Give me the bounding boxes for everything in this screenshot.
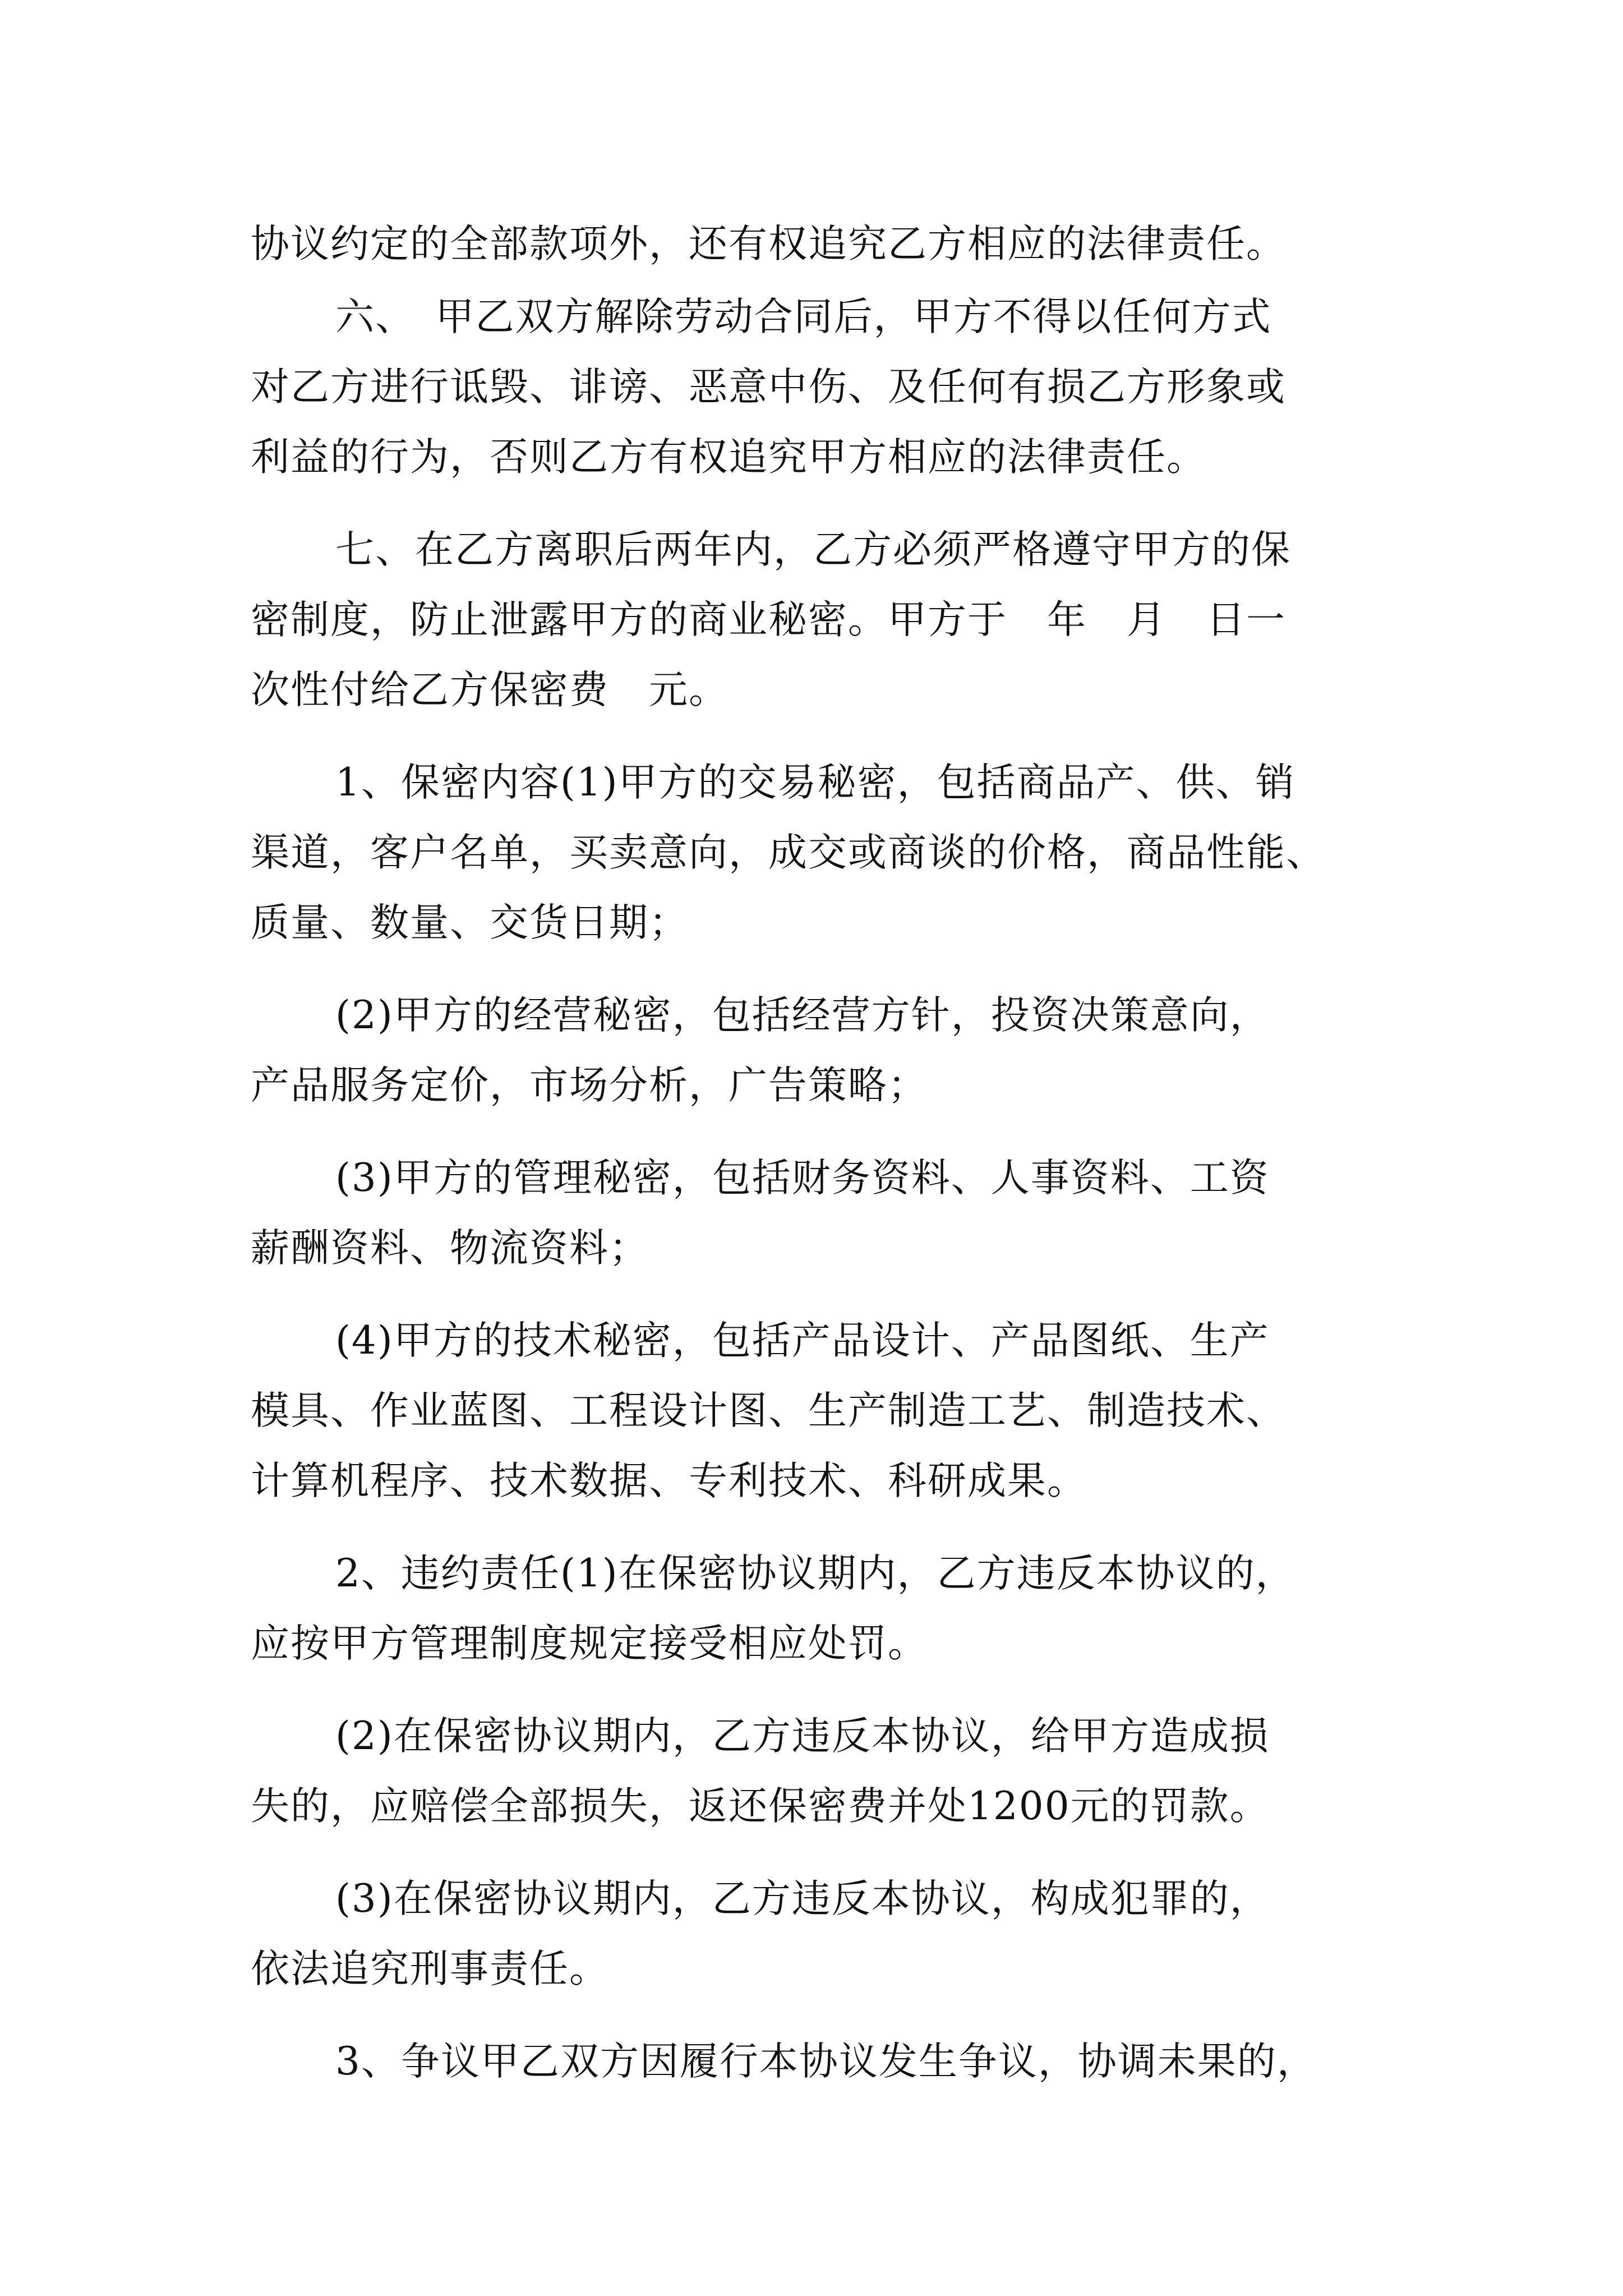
text-line: 模具、作业蓝图、工程设计图、生产制造工艺、制造技术、: [251, 1388, 1286, 1433]
text-line: 对乙方进行诋毁、诽谤、恶意中伤、及任何有损乙方形象或: [251, 365, 1286, 409]
text-line: 依法追究刑事责任。: [251, 1947, 609, 1991]
text-line: 次性付给乙方保密费 元。: [251, 668, 728, 712]
text-line: (4)甲方的技术秘密，包括产品设计、产品图纸、生产: [335, 1318, 1270, 1363]
text-line: 渠道，客户名单，买卖意向，成交或商谈的价格，商品性能、: [251, 830, 1326, 875]
text-line: 失的，应赔偿全部损失，返还保密费并处1200元的罚款。: [251, 1784, 1270, 1829]
text-line: 六、 甲乙双方解除劳动合同后，甲方不得以任何方式: [335, 295, 1272, 339]
text-line: 3、争议甲乙双方因履行本协议发生争议，协调未果的，: [335, 2039, 1317, 2084]
text-line: 产品服务定价，市场分析，广告策略；: [251, 1063, 928, 1108]
text-line: 应按甲方管理制度规定接受相应处罚。: [251, 1621, 928, 1666]
text-line: (3)在保密协议期内，乙方违反本协议，构成犯罪的，: [335, 1876, 1270, 1921]
text-line: (3)甲方的管理秘密，包括财务资料、人事资料、工资: [335, 1156, 1270, 1200]
text-line: 2、违约责任(1)在保密协议期内，乙方违反本协议的，: [335, 1551, 1295, 1596]
text-line: 1、保密内容(1)甲方的交易秘密，包括商品产、供、销: [335, 760, 1295, 805]
text-line: 协议约定的全部款项外，还有权追究乙方相应的法律责任。: [251, 222, 1286, 266]
text-line: 七、在乙方离职后两年内，乙方必须严格遵守甲方的保: [335, 527, 1291, 572]
text-line: 薪酬资料、物流资料；: [251, 1226, 649, 1271]
text-line: 质量、数量、交货日期；: [251, 900, 689, 945]
text-line: 计算机程序、技术数据、专利技术、科研成果。: [251, 1458, 1087, 1503]
text-line: 利益的行为，否则乙方有权追究甲方相应的法律责任。: [251, 435, 1206, 480]
text-line: (2)甲方的经营秘密，包括经营方针，投资决策意向，: [335, 993, 1270, 1038]
text-line: 密制度，防止泄露甲方的商业秘密。甲方于 年 月 日一: [251, 597, 1286, 642]
text-line: (2)在保密协议期内，乙方违反本协议，给甲方造成损: [335, 1714, 1270, 1759]
